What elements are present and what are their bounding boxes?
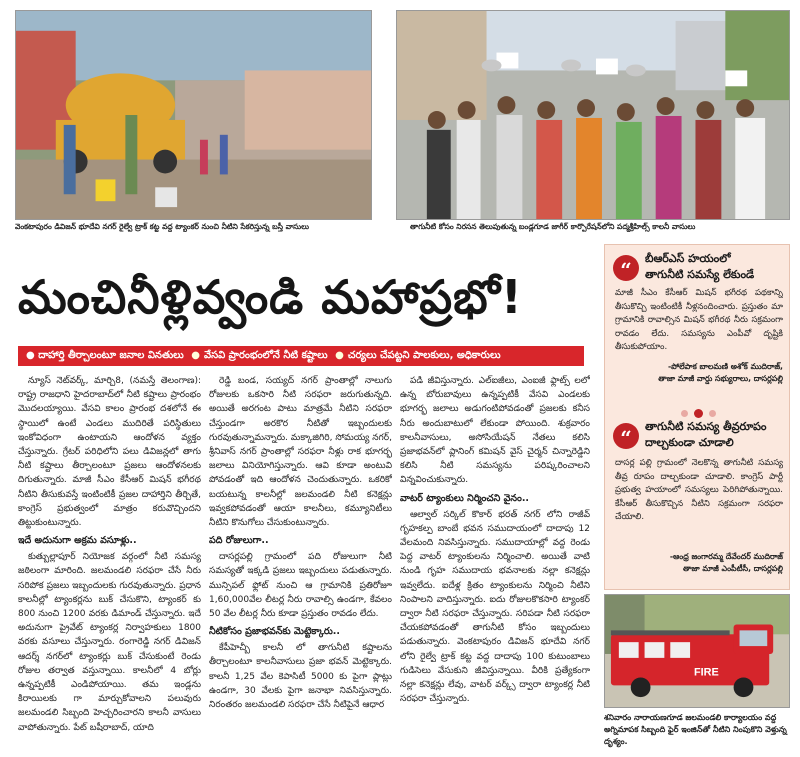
- sidebar-quotes: [604, 244, 790, 590]
- article-column-2: [209, 374, 392, 752]
- photo-water-tanker: [15, 10, 372, 220]
- strap-item-2: వేసవి ప్రారంభంలోనే నీటి కష్టాలు: [203, 350, 328, 361]
- article-subhead: పది రోజులుగా..: [209, 535, 269, 547]
- sidebar-attribution-1: -పోలేపాక బాలమణి అశోక్ ముదిరాజ్, తాజా మాజీ వార్డు సభ్యురాలు, దాసర్లపల్లి: [658, 362, 783, 383]
- article-paragraph: కుత్బుల్లాపూర్ నియోజక వర్గంలో నీటి సమస్య జఠిలంగా మారింది. జలమండలి సరఫరా చేసే నీరు సరిపోక ప్రజలు ఇబ్బందులకు గురవుతున్నారు. ప్రధాన కాలనీల్లో ట్యాంకర్లను బుక్ చేసుకొని, ట్యాంకర్ కు 800 నుంచి 1200 వరకు డిమాండ్ చేస్తున్నారు. ఇదే అదునుగా ప్రైవేట్ ట్యాంకర్ల నిర్వాహకులు 1800 వరకు వసూలు చేస్తున్నారు. రంగారెడ్డి నగర్ డివిజన్ ఆదర్శ్ నగర్‌లో ట్యాంకర్లు బుక్ చేసుకుంటే రెండు రోజుల తర్వాత వస్తున్నాయి. కాలనీలో 4 బోర్లు ఉన్నప్పటికీ ఎండిపోయాయి. తమ ఇండ్లను కిరాయిలకు గా మార్చుకోవాలని పలువురు జలమండలి సిబ్బంది హెచ్చరించారని కాలనీ వాసులు వాపోతున్నారు. పేట్ బషీరాబాద్, యాది: [18, 552, 201, 733]
- article-paragraph: న్యూస్ నెట్‌వర్క్, మార్చి8, (నమస్తే తెలంగాణ): రాష్ట్ర రాజధాని హైదరాబాద్‌లో నీటి కష్టాలు ప్రారంభం మొదలయ్యాయి. వేసవి కాలం ప్రారంభ దశలోనే ఈ స్థాయిలో ఉంటే ఎండలు ముదిరితే పరిస్థితులు ఇంకోవిధంగా ఉంటాయని ఆందోళన వ్యక్తం చేస్తున్నారు. గ్రేటర్ పరిధిలోని పలు డివిజన్లలో తాగు నీటి కష్టాలు తీర్చాలంటూ ప్రజలు ఆందోళనలకు దిగుతున్నారు. మాజీ సీఎం కేసీఆర్ మిషన్ భగీరథ నీటిని తీసుకువస్తే ఇంటింటికీ ప్రజల దాహార్తిని తీర్చితే, కాంగ్రెస్ ప్రభుత్వంలో మాత్రం కరువొచ్చిందని తిట్టుకుంటున్నారు.: [18, 376, 201, 529]
- article-subhead: ఇదే అదునుగా అక్రమ వసూళ్లు..: [18, 535, 137, 547]
- article-column-1: [18, 374, 201, 752]
- article-paragraph: పడి జీవిస్తున్నారు. ఎల్‌ఐజీలు, ఎంఐజీ ఫ్లాట్స్ లలో ఉన్న బోరుబావులు ఉన్నప్పటికీ వేసవి ఎండలకు భూగర్భ జలాలు అడుగంటిపోవడంతో ప్రజలకు కనీస నీరు అందుబాటులో లేకుండా పోయింది. శుక్రవారం కాలనీవాసులు, అసోసియేషన్ నేతలు కలిసి ప్రజాభవన్‌లో ప్లానింగ్ కమిషన్ వైస్ చైర్మన్‌ చిన్నారెడ్డిని కలిసి నీటి సమస్యను పరిష్కరించాలని విన్నవించుకున్నారు.: [400, 376, 590, 486]
- photo-left-caption: వెంకటాపురం డివిజన్ భూదేవి నగర్ రైల్వే ట్రాక్ కట్ట వద్ద ట్యాంకర్ నుంచి నీటిని సేకరిస్తున్న బస్తీ వాసులు: [15, 222, 309, 231]
- photo-right-caption: తాగునీటి కోసం నిరసన తెలుపుతున్న బండ్లగూడ జాగీర్ కార్పొరేషన్‌లోని పద్మశ్రీహిల్స్ కాలనీ వాసులు: [410, 222, 696, 231]
- sidebar-body-1: మాజీ సీఎం కేసీఆర్ మిషన్ భగీరథ పథకాన్ని తీసుకొచ్చి ఇంటింటికీ నీళ్లనందించారు. ప్రస్తుతం మా గ్రామానికి రావాల్సిన మిషన్ భగీరథ నీరు సక్రమంగా రావడం లేదు. సమస్యను ఎంపీవో దృష్టికి తీసుకుపోయాం.: [615, 288, 783, 352]
- fire-engine-caption: శనివారం నారాయణగూడ జలమండలి కార్యాలయం వద్ద అగ్నిమాపక సిబ్బంది ఫైర్ ఇంజిన్‌తో నీటిని నింపుకొని వెళ్తున్న దృశ్యం.: [604, 713, 787, 746]
- quote-icon: “: [613, 423, 639, 449]
- sidebar-attribution-2: -ఆంధ్ర జంగారమ్మ దేవేందర్ ముదిరాజ్ తాజా మాజీ ఎంపీటీసీ, దాసర్లపల్లి: [669, 552, 783, 573]
- quote-icon: “: [613, 255, 639, 281]
- subheadline-strap: ● దాహార్తి తీర్చాలంటూ జనాల వినతులు ● వేసవి ప్రారంభంలోనే నీటి కష్టాలు ● చర్యలు చేపట్టని పాలకులు, అధికారులు: [18, 346, 584, 366]
- sidebar-heading-2: తాగునీటి సమస్య తీవ్రరూపం దాల్చకుండా చూడాలి: [645, 420, 767, 449]
- article-column-3: [400, 374, 590, 752]
- photo-fire-engine: [604, 594, 790, 708]
- strap-item-3: చర్యలు చేపట్టని పాలకులు, అధికారులు: [347, 350, 501, 361]
- photo-protest: [396, 10, 790, 220]
- svg-text:FIRE: FIRE: [694, 666, 719, 679]
- headline: మంచినీళ్లివ్వండి మహాప్రభో!: [18, 270, 523, 324]
- article-paragraph: రెడ్డి బండ, సయ్యద్ నగర్ ప్రాంతాల్లో నాలుగు రోజులకు ఒకసారి నీటి సరఫరా జరుగుతున్నది. అయితే అరగంట పాటు మాత్రమే నీటిని సరఫరా చేస్తుండగా అరకొర నీటితో ఇబ్బందులకు గురవుతున్నామన్నారు. మక్కాజిగిరి, సోమయ్య నగర్, శ్రీనివాస్ నగర్ ప్రాంతాల్లో సరఫరా నీళ్లు రాక భూగర్భ జలాలు వినియోగిస్తున్నారు. ఆవి కూడా అంటువి పోవడంతో ఇది ఆందోళన చెందుతున్నారు. ఒకరికో బయటున్న కాలనీల్లో జలమండలి నీటి కనెక్షన్లు ఇవ్వకపోవడంతో ఆయా కాలనీలు, కమ్యూనిటీలు నీటిని కొనుగోలు చేసుకుంటున్నారు.: [209, 376, 392, 529]
- article-subhead: వాటర్ ట్యాంకులు నిర్మించని వైనం..: [400, 492, 530, 504]
- article-paragraph: ఆల్వాల్ సర్కిల్ కొకార్ భరత్ నగర్ లోని రాజీవ్ గృహకల్ప బాంబే భవన సముదాయంలో దాదాపు 12 వేలమంది నివసిస్తున్నారు. సముదాయాల్లో వద్ద రెండు పెద్ద వాటర్ ట్యాంకులను నిర్మించాలి. అయితే వాటి నుండి గృహ సముదాయ భవనాలకు నల్లా కనెక్షన్లు ఇవ్వలేదు. ఐదేళ్ల క్రితం ట్యాంకులను నిర్మించి నీటిని నింపాలని వాదిస్తున్నారు. ఐదు రోజులకొకసారి ట్యాంకర్ ద్వారా నీటి సరఫరా చేస్తున్నారు. సరిపడా నీటి సరఫరా చేయకపోవడంతో తాగునీటి కోసం ఇబ్బందులు పడుతున్నారు. వెంకటాపురం డివిజన్ భూదేవి నగర్ లోని రైల్వే ట్రాక్ కట్ట వద్ద దాదాపు 100 కుటుంబాలు గుడిసెలు వేసుకుని జీవిస్తున్నాయి. వీరికి ప్రత్యేకంగా నల్లా కనెక్షన్లు లేవు, వాటర్ వర్క్స్ ద్వారా ట్యాంకర్ల నీటి సరఫరా చేస్తున్నారు.: [400, 509, 590, 705]
- article-paragraph: కేపీహెచ్బీ కాలనీ లో తాగునీటి కష్టాలను తీర్చాలంటూ కాలనీవాసులు ప్రజా భవన్ మెట్టెక్కారు. కాలనీ 1,25 వేల కెపాసిటీ 5000 కు పైగా ప్లాట్లు ఉండగా, 30 వేలకు పైగా జనాభా నివసిస్తున్నారు. నిరంతరం జలమండలి సరఫరా చేసే నీటిపైనే ఆధార: [209, 643, 392, 711]
- sidebar-heading-1: బీఆర్ఎస్ హయంలో తాగునీటి సమస్యే లేకుండే: [645, 252, 755, 281]
- strap-item-1: దాహార్తి తీర్చాలంటూ జనాల వినతులు: [38, 350, 184, 361]
- article-paragraph: దాసర్లపల్లి గ్రామంలో పది రోజులుగా నీటి సమస్యతో ఇక్కడి ప్రజలు ఇబ్బందులు పడుతున్నారు. మున్సిపల్ ఫ్లోట్ నుంచి ఆ గ్రామానికి ప్రతిరోజూ 1,60,000వేల లీటర్ల నీరు రావాల్సి ఉండగా, కేవలం 50 వేల లీటర్ల నీరు కూడా ప్రస్తుతం రావడం లేదు.: [209, 552, 392, 620]
- article-subhead: నీటికోసం ప్రజాభవన్‌కు మెట్టెక్కారు..: [209, 626, 340, 638]
- sidebar-body-2: దాసర్ల పల్లి గ్రామంలో నెలకొన్న తాగునీటి సమస్య తీవ్ర రూపం దాల్చకుండా చూడాలి. కాంగ్రెస్ పార్టీ ప్రభుత్వ హయాంలో సమస్యలు పెరిగిపోతున్నాయి. కేసీఆర్ తీసుకొచ్చిన నీటిని సక్రమంగా సరఫరా చేయాలి.: [615, 458, 783, 522]
